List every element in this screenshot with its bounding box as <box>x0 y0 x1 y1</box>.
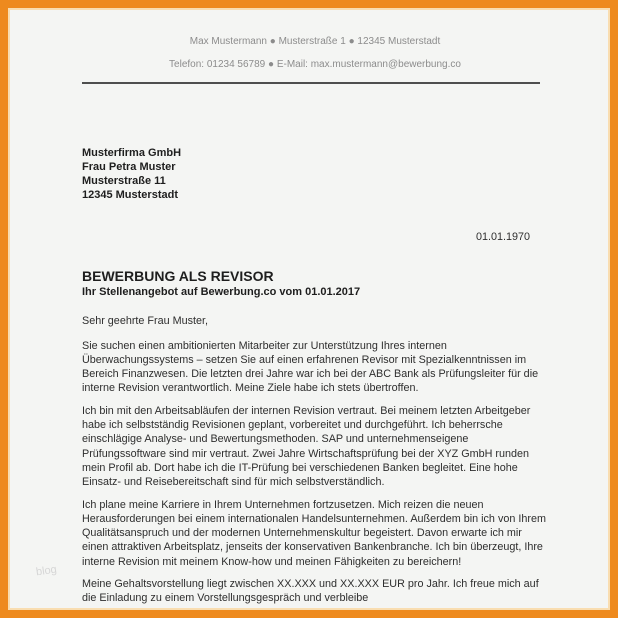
subject-block <box>82 268 548 299</box>
blog-watermark: blog <box>35 563 58 579</box>
recipient-street: Musterstraße 11 <box>82 175 166 187</box>
body-paragraph-3: Ich plane meine Karriere in Ihrem Unternehmen fortzusetzen. Mich reizen die neuen Herausforderungen bei einem internationalen Handelsunternehmen. Außerdem bin ich von Ihrem Qualitätsanspruch und der modernen Unternehmenskultur begeistert. Davon erwarte ich mir einen attraktiven Arbeitsplatz, jenseits der konservativen Bankenbranche. Ich bin überzeugt, Ihre interne Revision mit meinem Know-how und meinen Fähigkeiten zu bereichern! <box>82 498 546 568</box>
header-divider <box>82 82 540 84</box>
recipient-contact: Frau Petra Muster <box>82 161 176 173</box>
letter-date: 01.01.1970 <box>475 231 530 243</box>
body-paragraph-1: Sie suchen einen ambitionierten Mitarbeiter zur Unterstützung Ihres internen Überwachungssystems – setzen Sie auf einen erfahrenen Revisor mit Spezialkenntnissen im Bereich Finanzwesen. Die letzten drei Jahre war ich bei der ABC Bank als Prüfungsleiter für die interne Revision verantwortlich. Meine Ziele habe ich stets übertroffen. <box>82 339 539 395</box>
body-paragraph-2: Ich bin mit den Arbeitsabläufen der internen Revision vertraut. Bei meinem letzten Arbeitgeber habe ich selbstständig Revisionen geplant, vorbereitet und durchgeführt. Ich beherrsche einschlägige Analyse- und Bewertungsmethoden. SAP und unternehmenseigene Prüfungssoftware sind mir vertraut. Zwei Jahre Wirtschaftsprüfung bei der XYZ GmbH runden mein Profil ab. Dort habe ich die IT-Prüfung bei verschiedenen Banken begleitet. Eine hohe Einsatz- und Reisebereitschaft sind für mich selbstverständlich. <box>82 404 531 489</box>
salutation: Sehr geehrte Frau Muster, <box>82 315 209 328</box>
recipient-city: 12345 Musterstadt <box>82 189 178 201</box>
body-paragraph-4: Meine Gehaltsvorstellung liegt zwischen XX.XXX und XX.XXX EUR pro Jahr. Ich freue mich auf die Einladung zu einem Vorstellungsgespräch und verbleibe <box>82 578 539 605</box>
sender-address-line: Max Mustermann ● Musterstraße 1 ● 12345 Musterstadt <box>189 36 441 47</box>
sender-phone-email-line: Telefon: 01234 56789 ● E-Mail: max.mustermann@bewerbung.co <box>169 59 461 70</box>
subject-subtitle: Ihr Stellenangebot auf Bewerbung.co vom 01.01.2017 <box>82 286 361 299</box>
sender-contact-header <box>82 36 548 71</box>
recipient-company: Musterfirma GmbH <box>82 147 182 159</box>
letter-paper <box>8 8 610 610</box>
subject-title: BEWERBUNG ALS REVISOR <box>82 268 274 285</box>
recipient-address-block <box>82 146 548 202</box>
